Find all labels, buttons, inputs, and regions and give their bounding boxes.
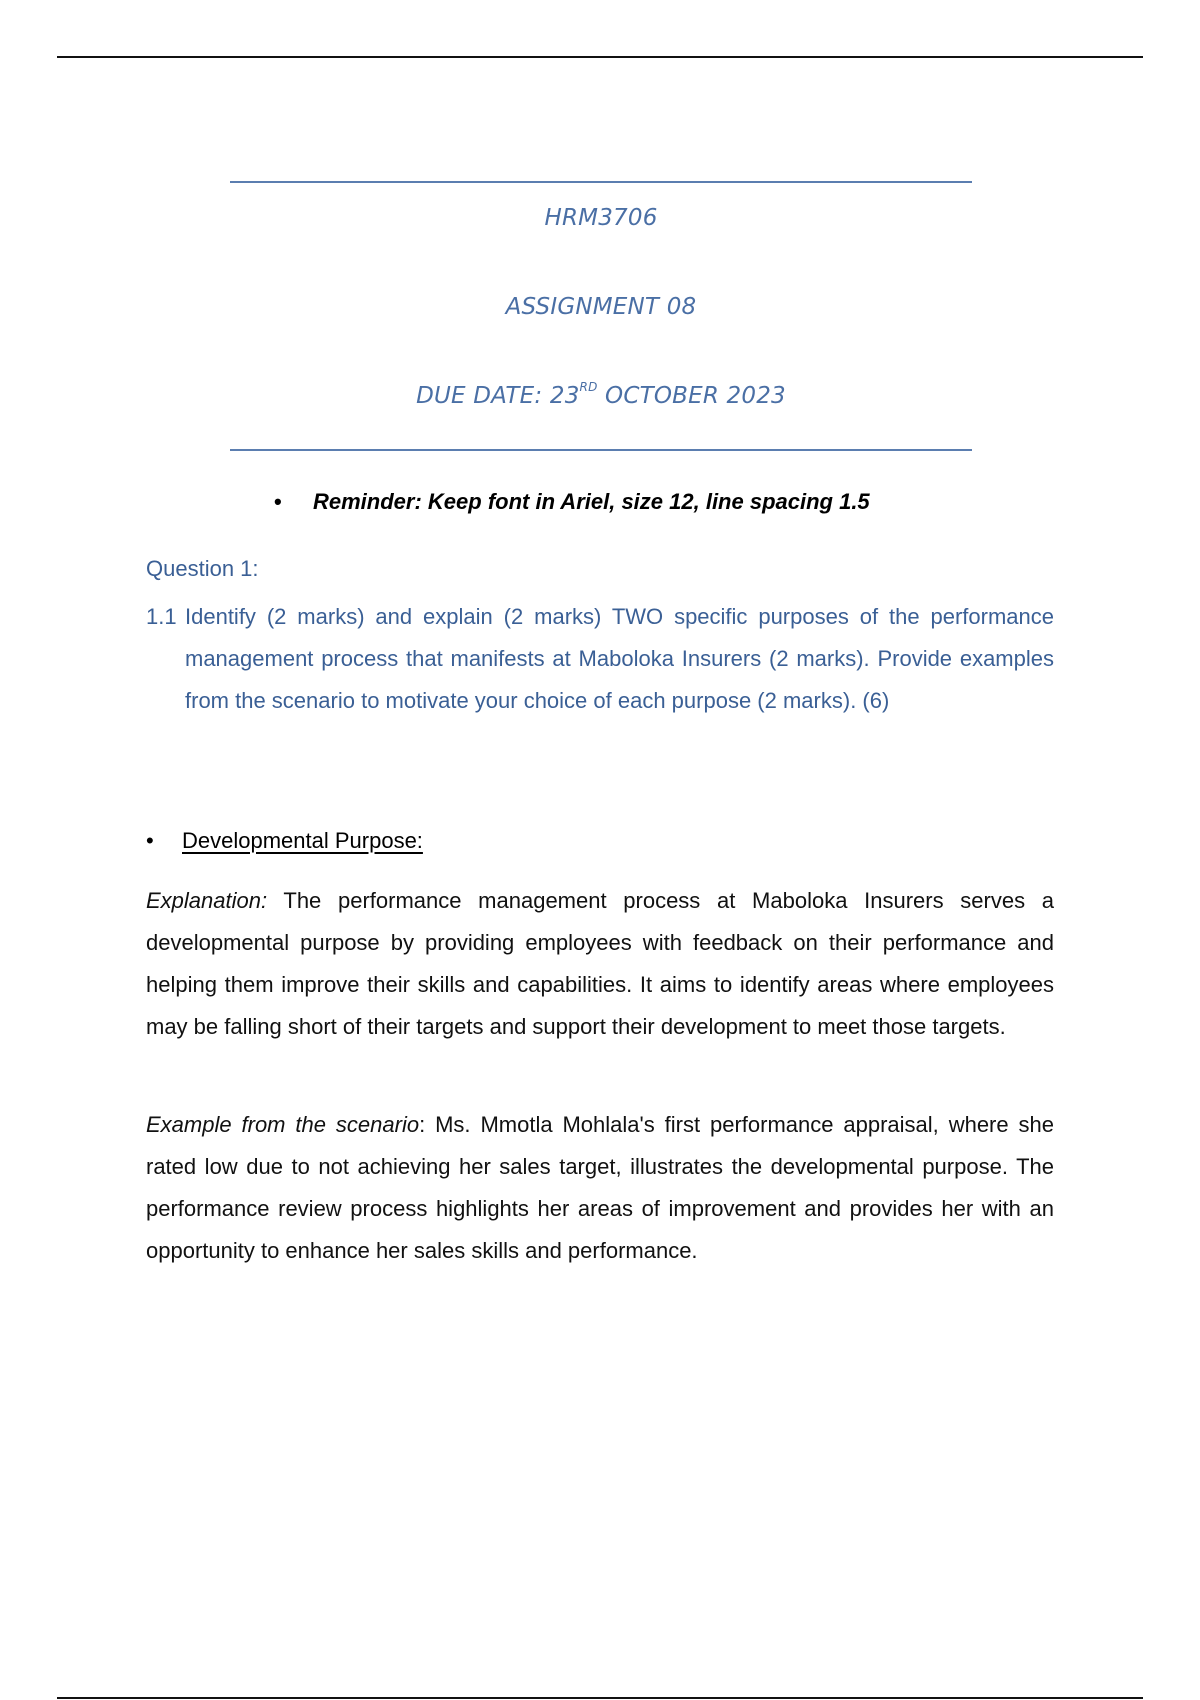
reminder-text: Reminder: Keep font in Ariel, size 12, line spacing 1.5 [313, 489, 870, 514]
section-heading [146, 828, 423, 854]
course-code: HRM3706 [544, 205, 658, 231]
due-date-rest: OCTOBER 2023 [597, 383, 786, 409]
due-date-prefix: DUE DATE: 23 [416, 383, 580, 409]
reminder-bullet: • [274, 489, 282, 514]
reminder-note [274, 489, 870, 515]
explanation-paragraph [146, 880, 1054, 1048]
question-text [146, 596, 1054, 722]
section-heading-text: Developmental Purpose: [182, 828, 423, 853]
section-bullet: • [146, 828, 154, 853]
explanation-text: The performance management process at Maboloka Insurers serves a developmental purpose by providing employees with feedback on their performance and helping them improve their skills and capabilities. It aims to identify areas where employees may be falling short of their targets and support their development to meet those targets. [146, 888, 1054, 1039]
explanation-label: Explanation: [146, 888, 268, 913]
example-label: Example from the scenario [146, 1112, 420, 1137]
due-date-superscript: RD [579, 380, 598, 395]
page-bottom-rule [57, 1697, 1143, 1699]
page-top-rule [57, 56, 1143, 58]
question-body: Identify (2 marks) and explain (2 marks) TWO specific purposes of the performance management process that manifests at Maboloka Insurers (2 marks). Provide examples from the scenario to motivate your choice of each purpose (2 marks). (6) [185, 604, 1054, 713]
assignment-title: ASSIGNMENT 08 [505, 294, 697, 320]
example-text: : Ms. Mmotla Mohlala's first performance appraisal, where she rated low due to not achieving her sales target, illustrates the developmental purpose. The performance review process highlights her areas of improvement and provides her with an opportunity to enhance her sales skills and performance. [146, 1112, 1055, 1263]
due-date [230, 380, 972, 409]
question-number: 1.1 [146, 604, 177, 629]
example-paragraph [146, 1104, 1054, 1272]
question-heading: Question 1: [146, 556, 259, 581]
title-block [230, 181, 972, 451]
